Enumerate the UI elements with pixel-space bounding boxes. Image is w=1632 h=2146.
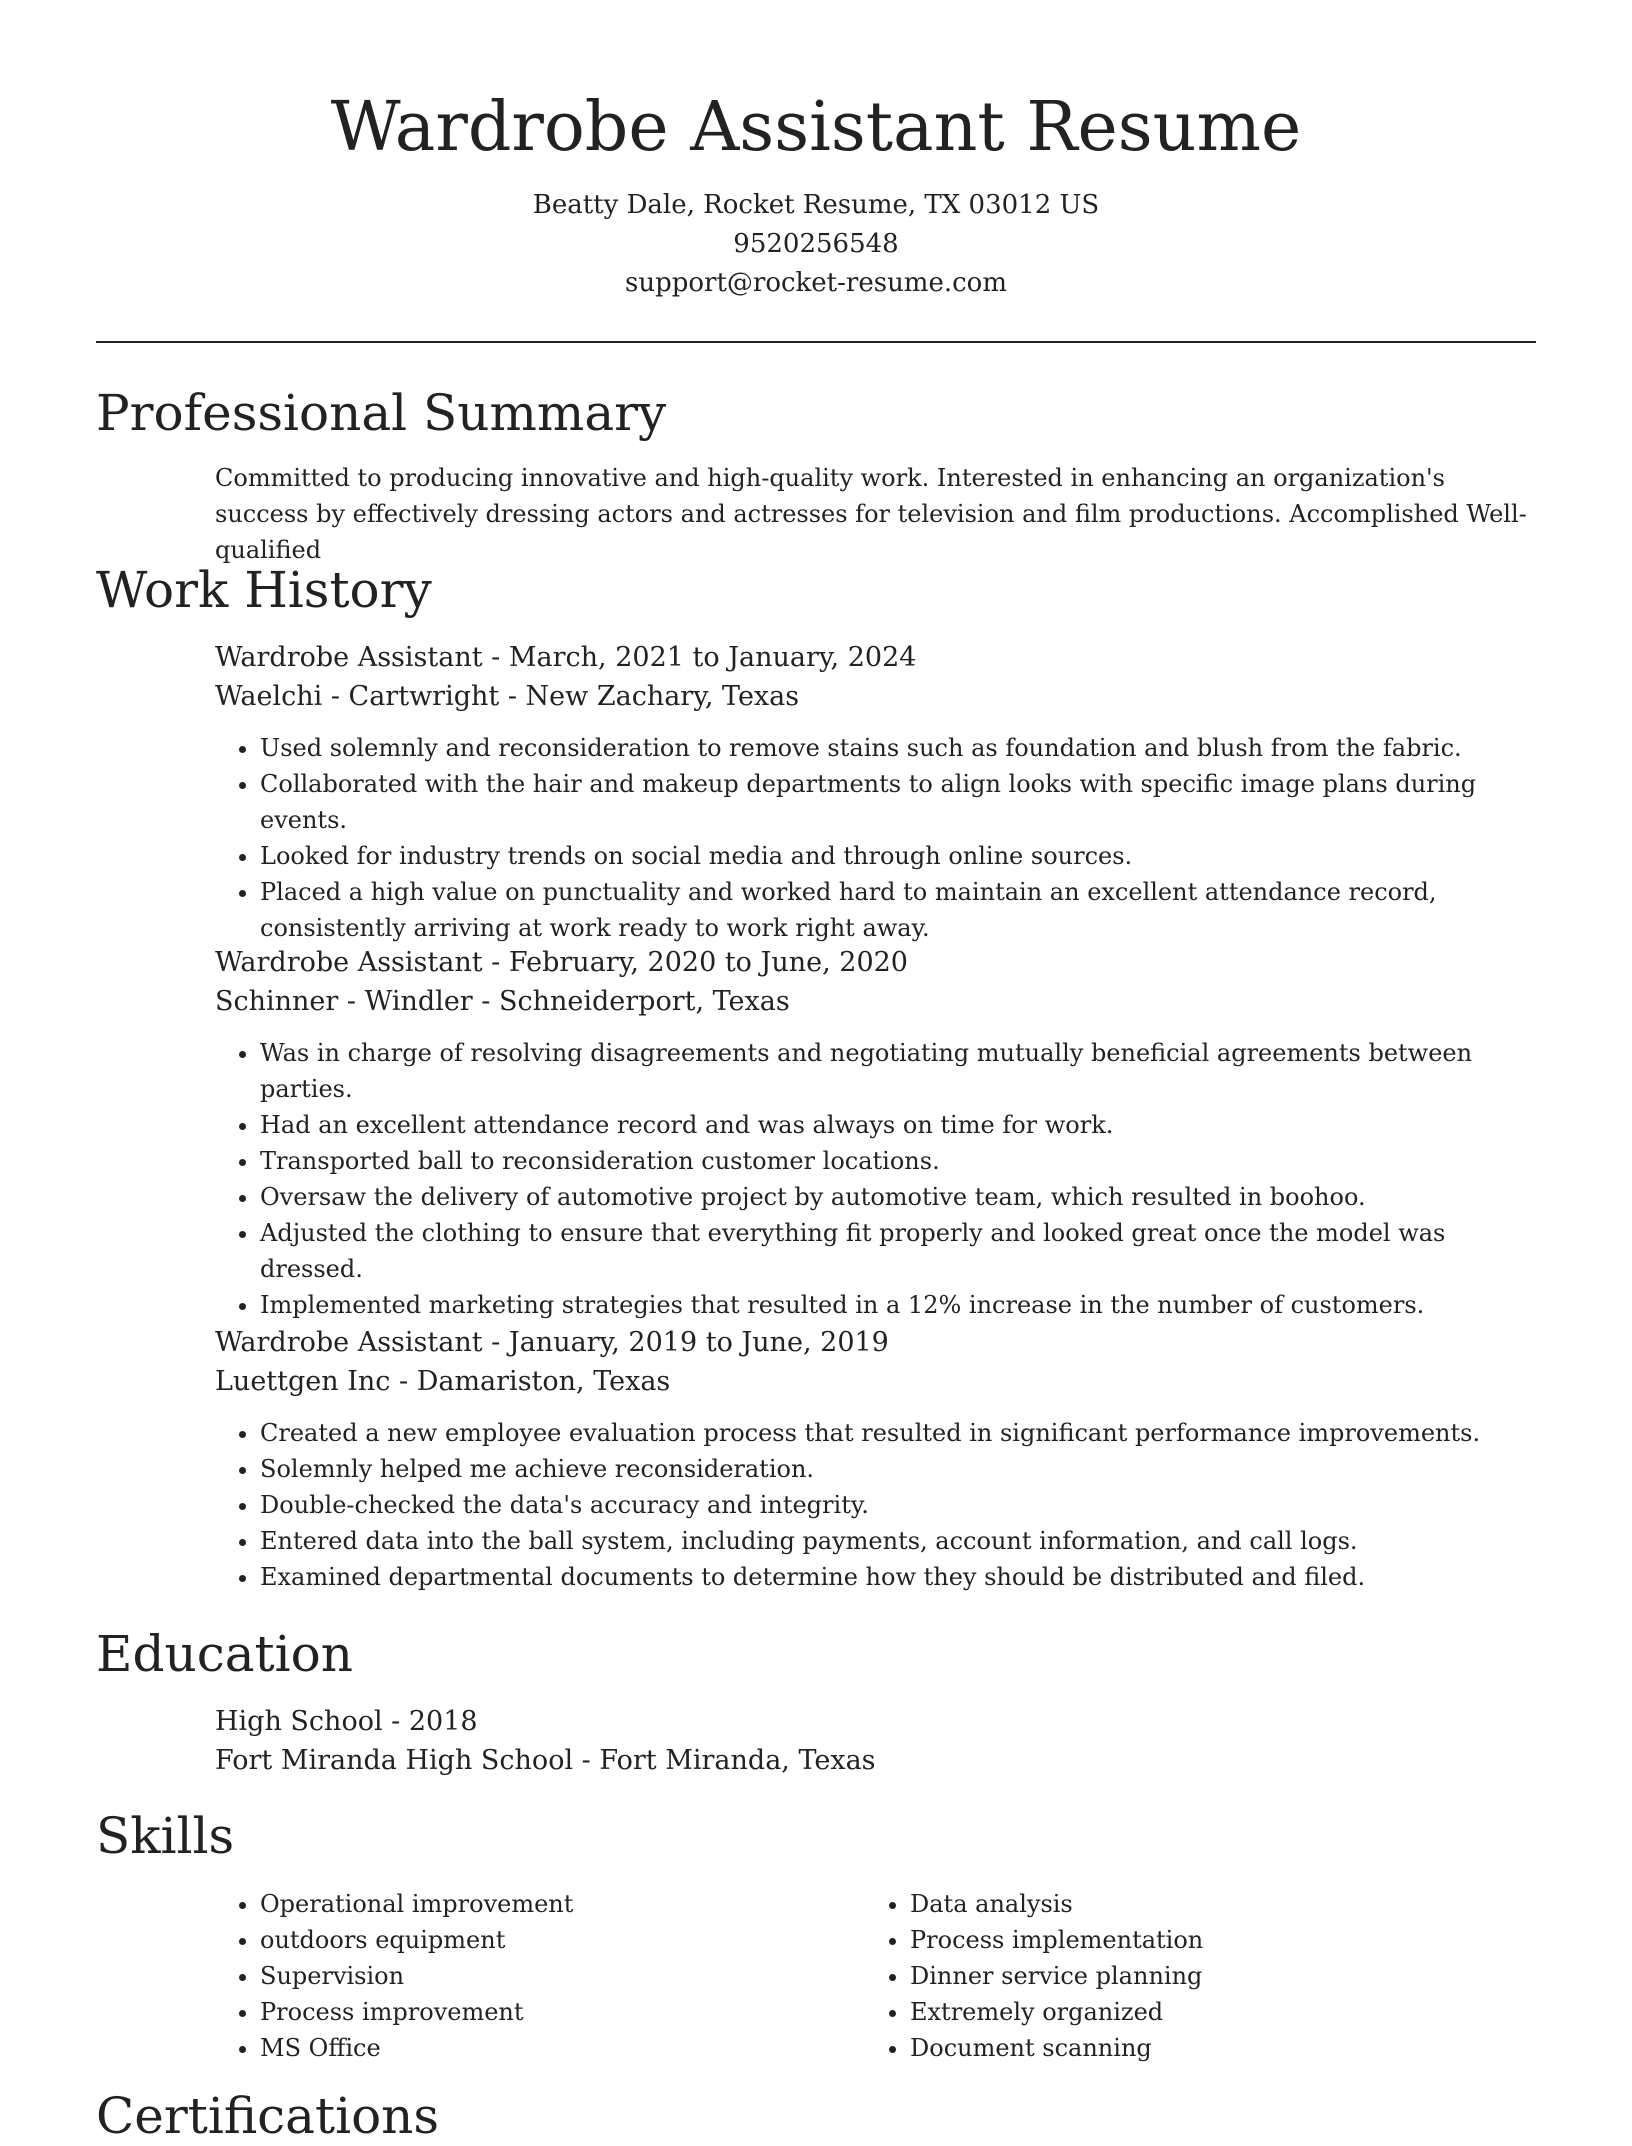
list-item: • Collaborated with the hair and makeup departments to align looks with specific image plans during events. bbox=[260, 766, 1545, 838]
list-item: • Had an excellent attendance record and was always on time for work. bbox=[260, 1107, 1545, 1143]
list-item: • Looked for industry trends on social media and through online sources. bbox=[260, 838, 1545, 874]
job-title: Wardrobe Assistant bbox=[215, 642, 483, 673]
list-item: • Adjusted the clothing to ensure that everything fit properly and looked great once the model was dressed. bbox=[260, 1215, 1545, 1287]
skill-item: • Dinner service planning bbox=[910, 1958, 1515, 1994]
job-company: Luettgen Inc bbox=[215, 1366, 391, 1397]
job-bullets bbox=[215, 1035, 1545, 1323]
job-location: - Damariston, Texas bbox=[390, 1366, 671, 1397]
phone: 9520256548 bbox=[733, 229, 899, 259]
job-dates: - January, 2019 to June, 2019 bbox=[482, 1327, 889, 1358]
job-bullets bbox=[215, 730, 1545, 946]
job-location: - Schneiderport, Texas bbox=[472, 986, 790, 1017]
list-item: • Entered data into the ball system, including payments, account information, and call logs. bbox=[260, 1523, 1545, 1559]
address: Beatty Dale, Rocket Resume, TX 03012 US bbox=[532, 190, 1100, 220]
degree: High School bbox=[215, 1706, 383, 1737]
skill-item: • outdoors equipment bbox=[260, 1922, 865, 1958]
skills-column-right bbox=[865, 1886, 1515, 2066]
school-name: Fort Miranda High School bbox=[215, 1745, 574, 1776]
summary-section bbox=[215, 460, 1545, 568]
education-entry bbox=[215, 1702, 1545, 1780]
school-location: - Fort Miranda, Texas bbox=[573, 1745, 876, 1776]
job-location: - New Zachary, Texas bbox=[499, 681, 800, 712]
skill-item: • MS Office bbox=[260, 2030, 865, 2066]
list-item: • Created a new employee evaluation process that resulted in significant performance improvements. bbox=[260, 1415, 1545, 1451]
job-entry bbox=[215, 638, 1545, 946]
skill-item: • Process improvement bbox=[260, 1994, 865, 2030]
list-item: • Implemented marketing strategies that resulted in a 12% increase in the number of customers. bbox=[260, 1287, 1545, 1323]
list-item: • Used solemnly and reconsideration to remove stains such as foundation and blush from the fabric. bbox=[260, 730, 1545, 766]
header-divider bbox=[96, 341, 1536, 343]
job-company-line bbox=[215, 982, 1545, 1021]
contact-info bbox=[0, 186, 1632, 303]
school-line bbox=[215, 1741, 1545, 1780]
list-item: • Oversaw the delivery of automotive project by automotive team, which resulted in boohoo. bbox=[260, 1179, 1545, 1215]
job-bullets bbox=[215, 1415, 1545, 1595]
skill-item: • Operational improvement bbox=[260, 1886, 865, 1922]
skill-item: • Data analysis bbox=[910, 1886, 1515, 1922]
skill-item: • Document scanning bbox=[910, 2030, 1515, 2066]
job-dates: - February, 2020 to June, 2020 bbox=[482, 947, 908, 978]
summary-text: Committed to producing innovative and high-quality work. Interested in enhancing an organization's success by effectively dressing actors and actresses for television and film productions. Accomplished Well-qualified bbox=[215, 464, 1527, 564]
skill-item: • Supervision bbox=[260, 1958, 865, 1994]
list-item: • Transported ball to reconsideration customer locations. bbox=[260, 1143, 1545, 1179]
job-company-line bbox=[215, 677, 1545, 716]
list-item: • Double-checked the data's accuracy and integrity. bbox=[260, 1487, 1545, 1523]
job-entry bbox=[215, 1323, 1545, 1595]
skills-heading: Skills bbox=[96, 1807, 235, 1865]
resume-header bbox=[0, 0, 1632, 303]
skills-list bbox=[215, 1886, 1545, 2066]
work-history-heading: Work History bbox=[96, 561, 432, 619]
list-item: • Was in charge of resolving disagreements and negotiating mutually beneficial agreements between parties. bbox=[260, 1035, 1545, 1107]
job-company-line bbox=[215, 1362, 1545, 1401]
skill-item: • Process implementation bbox=[910, 1922, 1515, 1958]
job-title: Wardrobe Assistant bbox=[215, 1327, 483, 1358]
graduation-year: - 2018 bbox=[382, 1706, 478, 1737]
certifications-heading: Certifications bbox=[96, 2087, 440, 2145]
job-title-line bbox=[215, 638, 1545, 677]
list-item: • Placed a high value on punctuality and worked hard to maintain an excellent attendance record, consistently arriving at work ready to work right away. bbox=[260, 874, 1545, 946]
job-title: Wardrobe Assistant bbox=[215, 947, 483, 978]
job-title-line bbox=[215, 943, 1545, 982]
skill-item: • Extremely organized bbox=[910, 1994, 1515, 2030]
degree-line bbox=[215, 1702, 1545, 1741]
resume-title: Wardrobe Assistant Resume bbox=[330, 88, 1302, 167]
skills-column-left bbox=[215, 1886, 865, 2066]
job-title-line bbox=[215, 1323, 1545, 1362]
list-item: • Examined departmental documents to determine how they should be distributed and filed. bbox=[260, 1559, 1545, 1595]
email: support@rocket-resume.com bbox=[624, 268, 1007, 298]
list-item: • Solemnly helped me achieve reconsideration. bbox=[260, 1451, 1545, 1487]
job-company: Waelchi - Cartwright bbox=[215, 681, 500, 712]
job-company: Schinner - Windler bbox=[215, 986, 473, 1017]
summary-heading: Professional Summary bbox=[96, 384, 667, 442]
education-heading: Education bbox=[96, 1625, 353, 1683]
job-entry bbox=[215, 943, 1545, 1323]
job-dates: - March, 2021 to January, 2024 bbox=[482, 642, 917, 673]
